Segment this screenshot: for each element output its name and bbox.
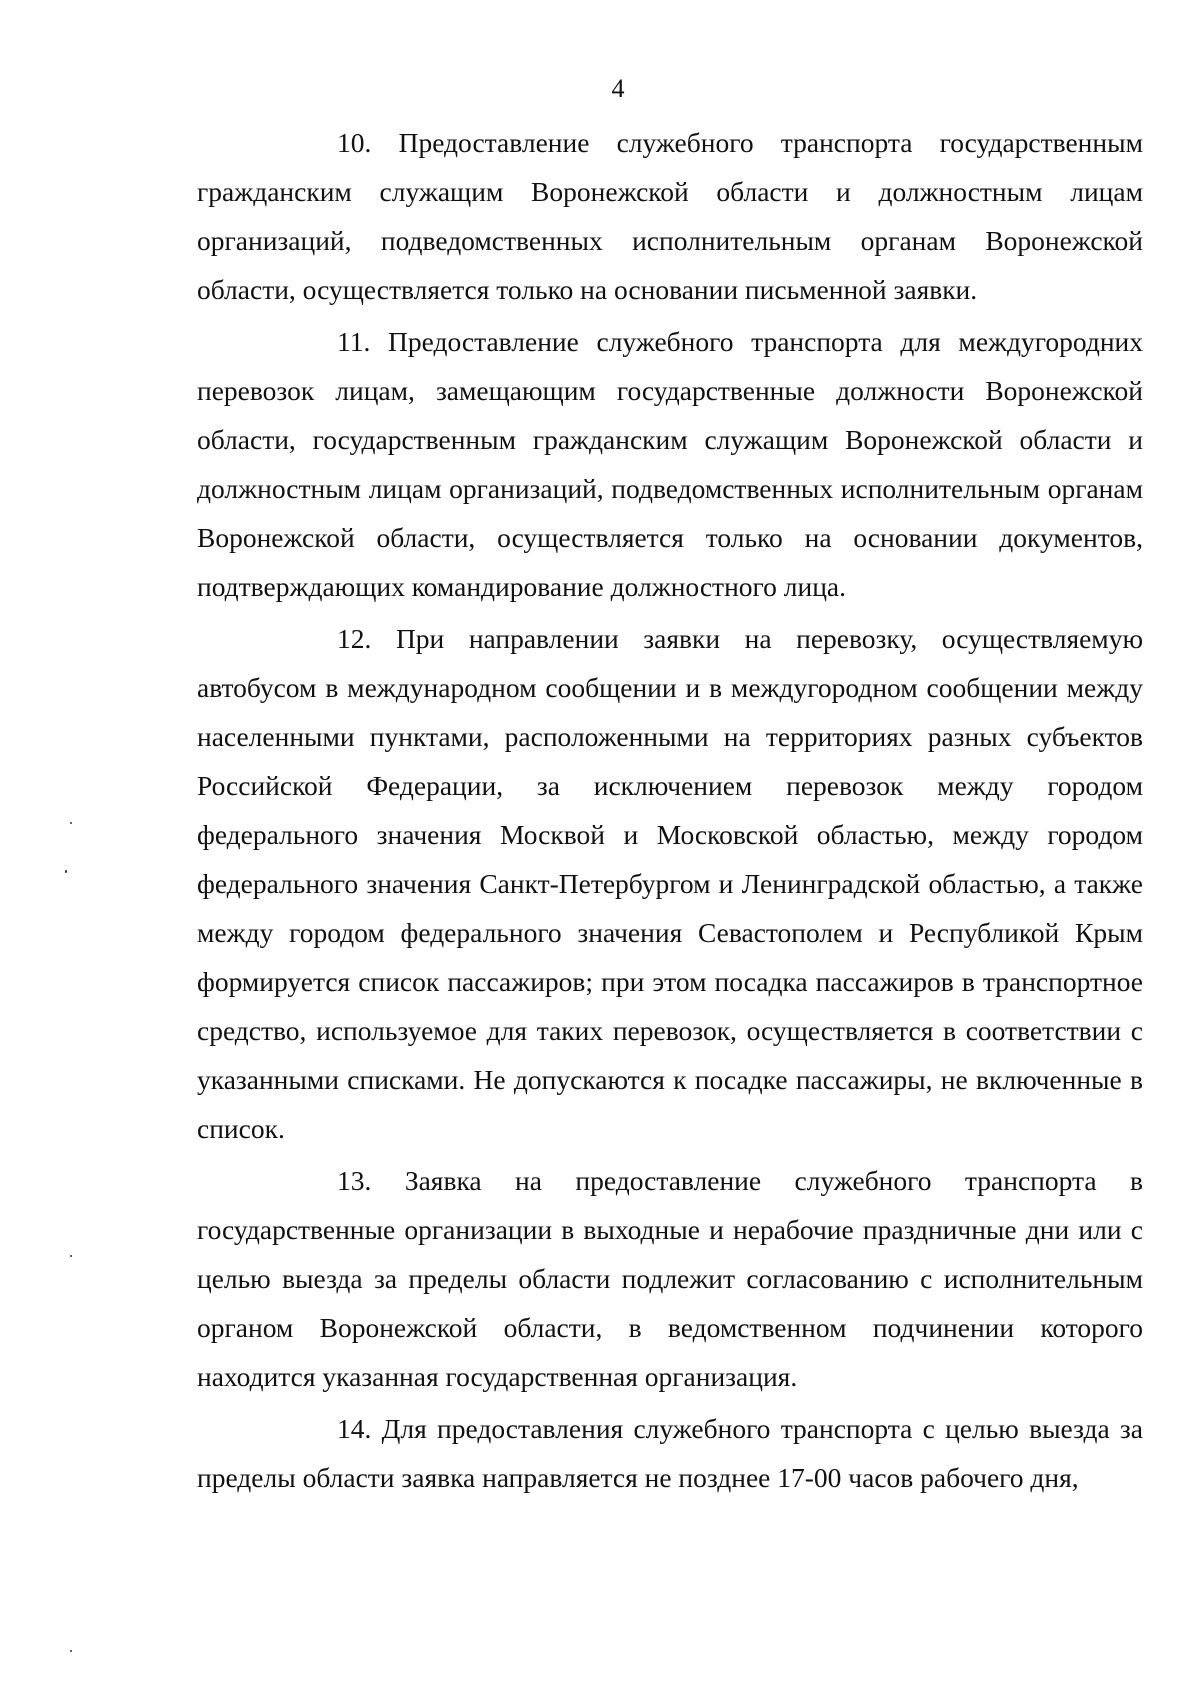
paragraph-text: Заявка на предоставление служебного транспорта в государственные организации в выходные и нерабочие праздничные дни или с целью выезда за пределы области подлежит согласованию с исполнительным органом Воронежской области, в ведомственном подчинении которого находится указанная государственная организация. bbox=[197, 1165, 1144, 1392]
document-body bbox=[197, 118, 1143, 1505]
paragraph-text: Для предоставления служебного транспорта с целью выезда за пределы области заявка направляется не позднее 17-00 часов рабочего дня, bbox=[197, 1413, 1144, 1493]
paragraph-number: 11. bbox=[337, 326, 371, 357]
paragraph-text: При направлении заявки на перевозку, осуществляемую автобусом в международном сообщении и в междугородном сообщении между населенными пунктами, расположенными на территориях разных субъектов Российской Федерации, за исключением перевозок между городом федерального значения Москвой и Московской областью, между городом федерального значения Санкт-Петербургом и Ленинградской областью, а также между городом федерального значения Севастополем и Республикой Крым формируется список пассажиров; при этом посадка пассажиров в транспортное средство, используемое для таких перевозок, осуществляется в соответствии с указанными списками. Не допускаются к посадке пассажиры, не включенные в список. bbox=[197, 623, 1144, 1144]
paragraph-text: Предоставление служебного транспорта для междугородних перевозок лицам, замещающим государственные должности Воронежской области, государственным гражданским служащим Воронежской области и должностным лицам организаций, подведомственных исполнительным органам Воронежской области, осуществляется только на основании документов, подтверждающих командирование должностного лица. bbox=[197, 326, 1144, 602]
paragraph-text: Предоставление служебного транспорта государственным гражданским служащим Воронежской области и должностным лицам организаций, подведомственных исполнительным органам Воронежской области, осуществляется только на основании письменной заявки. bbox=[197, 127, 1143, 305]
paragraph-13 bbox=[197, 1156, 1143, 1401]
paragraph-number: 13. bbox=[337, 1165, 372, 1196]
page-number: 4 bbox=[611, 74, 625, 103]
scan-speck bbox=[70, 822, 72, 824]
scan-speck bbox=[65, 870, 67, 873]
paragraph-14 bbox=[197, 1404, 1143, 1502]
paragraph-12 bbox=[197, 614, 1143, 1153]
paragraph-number: 10. bbox=[337, 127, 372, 158]
scan-speck bbox=[70, 1255, 72, 1257]
paragraph-number: 12. bbox=[337, 623, 372, 654]
paragraph-11 bbox=[197, 317, 1143, 611]
paragraph-number: 14. bbox=[337, 1413, 372, 1444]
paragraph-10 bbox=[197, 118, 1143, 314]
scan-speck bbox=[70, 1650, 72, 1652]
